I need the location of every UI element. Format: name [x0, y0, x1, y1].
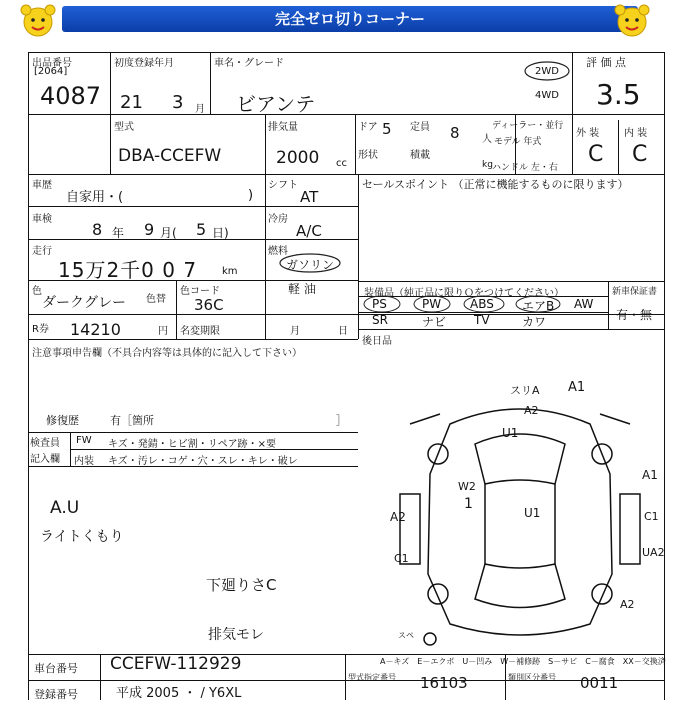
inspection-year: 8: [92, 220, 103, 239]
inspector-note-3: 下廻りさC: [206, 576, 277, 594]
exterior-label: 外 装: [576, 128, 600, 139]
inspector-note-1: A.U: [50, 498, 80, 518]
equip-ps: PS: [372, 297, 387, 311]
inspector-label: 検査員: [30, 438, 60, 449]
model-spec-label: 型式指定番号: [348, 673, 396, 682]
kg-unit: kg: [482, 160, 493, 170]
equipment-circles-icon: [358, 294, 568, 330]
inspector-note-4: 排気モレ: [208, 627, 264, 643]
notes-title: 注意事項申告欄（不具合内容等は具体的に記入して下さい）: [32, 348, 302, 359]
drive-2wd: 2WD: [535, 66, 559, 77]
mark-5: W2: [458, 480, 476, 493]
first-reg-label: 初度登録年月: [114, 58, 174, 69]
car-diagram: [380, 384, 660, 652]
door-label: ドア: [358, 122, 378, 133]
equip-abs: ABS: [470, 297, 494, 311]
cc-unit: cc: [336, 158, 347, 169]
shift-value: AT: [300, 188, 319, 206]
year-unit: 年: [112, 226, 125, 240]
car-name: ビアンテ: [236, 92, 316, 116]
equipment-title: 装備品（純正品に限りＯをつけてください）: [364, 288, 564, 299]
interior-check-label: 内装: [74, 456, 94, 467]
model-label: 型式: [114, 122, 134, 133]
color-change-label: 色替: [146, 294, 166, 305]
recycle-label: R券: [32, 324, 49, 335]
history-close: ): [248, 188, 254, 203]
load-label: 積載: [410, 150, 430, 161]
mileage-label: 走行: [32, 246, 52, 257]
auction-sheet: [0, 34, 700, 700]
color-code-value: 36C: [194, 296, 224, 314]
repair-value: 有［箇所: [110, 414, 154, 427]
mark-3: A2: [524, 404, 539, 417]
mark-2: A1: [568, 380, 586, 395]
reg-month: 3: [172, 92, 184, 113]
exterior-grade: C: [588, 142, 604, 167]
displacement-value: 2000: [276, 148, 320, 168]
repair-close: ］: [336, 414, 347, 427]
interior-check-items: キズ・汚レ・コゲ・穴・スレ・キレ・破レ: [108, 456, 298, 467]
mark-4: U1: [502, 426, 519, 440]
interior-label: 内 装: [624, 128, 648, 139]
category-value: 0011: [580, 674, 619, 692]
chassis-label: 車台番号: [34, 662, 78, 675]
chassis-value: CCEFW-112929: [110, 654, 242, 674]
fw-items: キズ・発錆・ヒビ割・リペア跡・×要: [108, 439, 276, 450]
name-change-label: 名変期限: [180, 326, 220, 337]
inspection-month: 9: [144, 220, 155, 239]
capacity-label: 定員: [410, 122, 430, 133]
reg-value: 平成 2005 ・ / Y6XL: [116, 686, 242, 701]
sales-point-label: セールスポイント （正常に機能するものに限ります）: [362, 178, 629, 191]
equip-pw: PW: [422, 297, 442, 311]
equip-airbag: エアB: [522, 299, 555, 313]
circle-2wd-icon: [523, 60, 571, 82]
mark-9: C1: [644, 510, 659, 523]
inspector-note-2: ライトくもり: [40, 529, 124, 545]
entry-label: 記入欄: [30, 454, 60, 465]
model-spec-value: 16103: [420, 674, 468, 692]
mark-6: 1: [464, 496, 473, 512]
category-label: 類別区分番号: [508, 673, 556, 682]
inspection-day: 5: [196, 220, 207, 239]
fuel-option: 軽 油: [288, 282, 316, 296]
month-unit-2: 月(: [160, 226, 177, 240]
color-label: 色: [32, 286, 42, 297]
history-value: 自家用・(: [66, 190, 124, 205]
score-label: 評 価 点: [586, 56, 626, 69]
later-items-label: 後日品: [362, 336, 392, 347]
equip-leather: カワ: [522, 315, 547, 329]
warranty-label: 新車保証書: [612, 287, 658, 297]
drive-4wd: 4WD: [535, 90, 559, 101]
color-code-label: 色コード: [180, 286, 220, 297]
person-unit: 人: [482, 134, 492, 145]
mark-10: A2: [390, 510, 406, 524]
mark-14: スペ: [398, 631, 414, 640]
fuel-label: 燃料: [268, 246, 288, 257]
mark-7: U1: [524, 506, 541, 520]
name-change-month: 月: [290, 326, 300, 337]
month-unit: 月: [195, 104, 205, 115]
warranty-value: 有・無: [616, 308, 653, 322]
shift-label: シフト: [268, 180, 298, 191]
banner-title: 完全ゼロ切りコーナー: [274, 10, 425, 28]
lot-number: 4087: [40, 82, 102, 110]
fuel-value: ガソリン: [286, 258, 335, 272]
lot-code: [2064]: [34, 66, 68, 77]
equip-aw: AW: [574, 297, 594, 311]
model-value: DBA-CCEFW: [118, 146, 222, 166]
interior-grade: C: [632, 142, 648, 167]
name-label: 車名・グレード: [214, 58, 284, 69]
dealer-label: ディーラー・並行: [492, 121, 564, 131]
mark-13: A2: [620, 598, 635, 611]
mark-8: A1: [642, 468, 658, 482]
mark-11: C1: [394, 552, 409, 565]
circle-fuel-icon: [278, 252, 342, 274]
model-year-label: モデル 年式: [494, 137, 542, 147]
ac-value: A/C: [296, 222, 322, 240]
capacity-value: 8: [450, 124, 460, 142]
inspection-label: 車検: [32, 214, 52, 225]
equip-tv: TV: [474, 313, 490, 327]
handle-label: ハンドル 左・右: [492, 163, 558, 173]
equip-sr: SR: [372, 313, 388, 327]
yen-unit: 円: [158, 326, 168, 337]
repair-label: 修復歴: [46, 414, 79, 427]
equip-navi: ナビ: [422, 315, 447, 329]
ac-label: 冷房: [268, 214, 288, 225]
reg-label: 登録番号: [34, 688, 78, 701]
shape-label: 形状: [358, 150, 378, 161]
name-change-day: 日: [338, 326, 348, 337]
doors-value: 5: [382, 120, 392, 138]
history-label: 車歴: [32, 180, 52, 191]
fw-label: FW: [76, 435, 92, 446]
color-value: ダークグレー: [42, 295, 126, 311]
displacement-label: 排気量: [268, 122, 298, 133]
score-value: 3.5: [596, 78, 641, 111]
lot-label: 出品番号: [32, 58, 72, 69]
km-unit: km: [222, 266, 238, 277]
day-unit: 日): [212, 226, 229, 240]
mark-12: UA2: [642, 546, 665, 559]
diagram-legend: A－キズ E－エクボ U－凹み W－補修跡 S－サビ C－腐食 XX－交換済: [380, 657, 666, 666]
mark-1: スリA: [510, 384, 540, 397]
recycle-amount: 14210: [70, 320, 121, 339]
reg-year: 21: [120, 92, 143, 113]
mileage-value: 15万2千0 0 7: [58, 258, 198, 282]
